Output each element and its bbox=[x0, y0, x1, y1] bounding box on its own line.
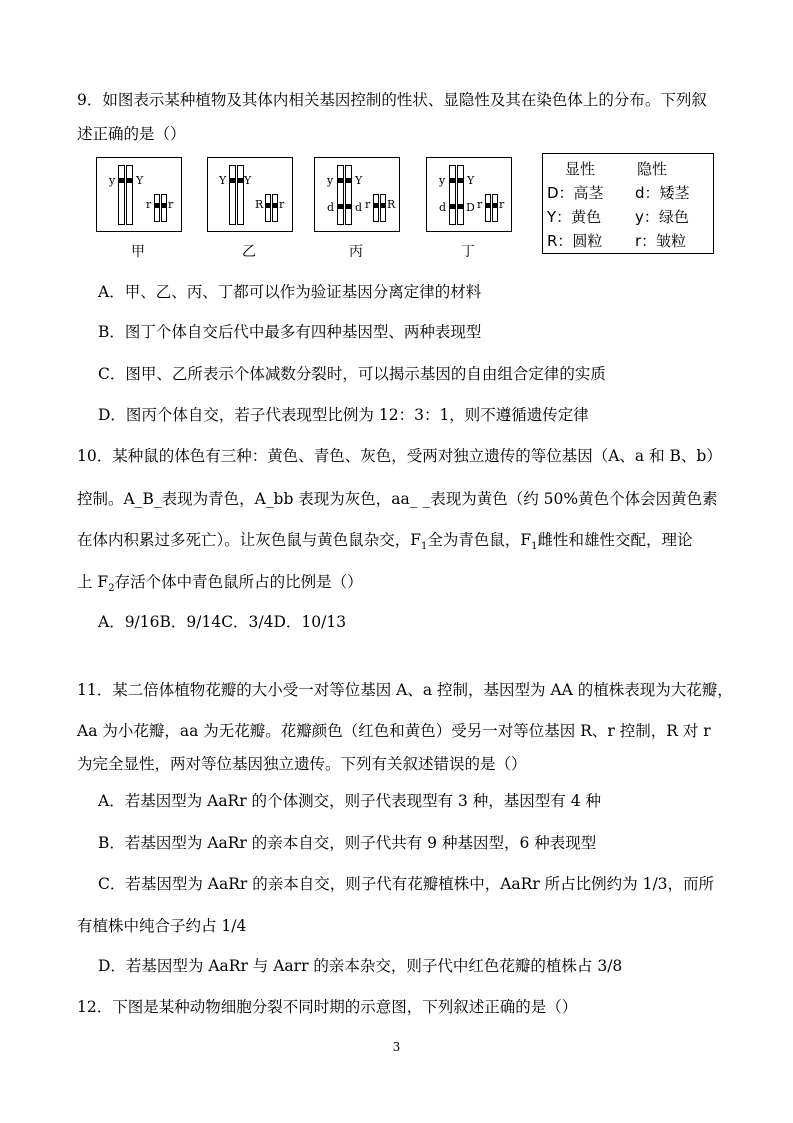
q9-figure bbox=[96, 157, 716, 260]
subscript: 1 bbox=[421, 541, 428, 553]
q11-option-b: B．若基因型为 AaRr 的亲本自交，则子代共有 9 种基因型，6 种表现型 bbox=[98, 834, 597, 852]
chromosome bbox=[272, 194, 278, 222]
gene-label: r bbox=[365, 198, 371, 211]
gene-label: d bbox=[327, 201, 335, 214]
chromosome bbox=[237, 165, 244, 225]
gene-label: y bbox=[327, 174, 334, 187]
chromosome bbox=[229, 165, 236, 225]
figure-caption: 甲 bbox=[131, 244, 145, 260]
gene-label: r bbox=[168, 198, 174, 211]
gene-label: r bbox=[499, 198, 505, 211]
gene-label: d bbox=[439, 201, 447, 214]
legend-dominant-item: Y：黄色 bbox=[547, 208, 602, 226]
chromosome bbox=[154, 194, 160, 222]
chromosome bbox=[373, 194, 379, 222]
chromosome bbox=[380, 194, 386, 222]
legend-recessive-item: d：矮茎 bbox=[635, 184, 690, 202]
figure-yi bbox=[207, 157, 293, 232]
page-number: 3 bbox=[392, 1040, 401, 1054]
chromosome bbox=[485, 194, 491, 222]
figure-caption: 乙 bbox=[242, 244, 256, 260]
q11-option-d: D．若基因型为 AaRr 与 Aarr 的亲本杂交，则子代中红色花瓣的植株占 3/8 bbox=[98, 957, 623, 975]
subscript: 2 bbox=[108, 583, 115, 595]
gene-label: r bbox=[477, 198, 483, 211]
chromosome bbox=[449, 165, 456, 225]
chromosome bbox=[161, 194, 167, 222]
q9-option-c: C．图甲、乙所表示个体减数分裂时，可以揭示基因的自由组合定律的实质 bbox=[98, 365, 606, 383]
gene-label: Y bbox=[136, 174, 144, 187]
q11-stem-line1: 11．某二倍体植物花瓣的大小受一对等位基因 A、a 控制，基因型为 AA 的植株表现为大花瓣， bbox=[77, 681, 733, 699]
q11-stem-line3: 为完全显性，两对等位基因独立遗传。下列有关叙述错误的是（） bbox=[77, 755, 527, 773]
gene-label: D bbox=[466, 201, 475, 214]
q9-stem-line1: 9．如图表示某种植物及其体内相关基因控制的性状、显隐性及其在染色体上的分布。下列叙 bbox=[77, 91, 707, 109]
trait-legend bbox=[542, 153, 714, 254]
legend-header-dominant: 显性 bbox=[565, 160, 596, 178]
text-segment: 存活个体中青色鼠所占的比例是（） bbox=[114, 573, 363, 591]
gene-label: Y bbox=[219, 174, 227, 187]
q9-stem-line2: 述正确的是（） bbox=[77, 125, 186, 143]
gene-label: R bbox=[255, 198, 264, 211]
text-segment: 在体内积累过多死亡）。让灰色鼠与黄色鼠杂交，F bbox=[77, 531, 422, 549]
q11-option-c-line1: C．若基因型为 AaRr 的亲本自交，则子代有花瓣植株中，AaRr 所占比例约为 1/3，而所 bbox=[98, 875, 715, 893]
gene-label: Y bbox=[355, 174, 363, 187]
q10-stem-line1: 10．某种鼠的体色有三种：黄色、青色、灰色，受两对独立遗传的等位基因（A、a 和 B、b） bbox=[77, 447, 722, 465]
q12-stem-line1: 12．下图是某种动物细胞分裂不同时期的示意图，下列叙述正确的是（） bbox=[77, 998, 578, 1016]
chromosome bbox=[492, 194, 498, 222]
gene-label: R bbox=[387, 198, 396, 211]
figure-jia bbox=[96, 157, 182, 232]
q10-stem-line3 bbox=[77, 530, 693, 557]
figure-ding bbox=[426, 157, 512, 232]
q11-option-c-line2: 有植株中纯合子约占 1/4 bbox=[77, 917, 247, 935]
text-segment: 上 F bbox=[77, 573, 109, 591]
q10-stem-line4 bbox=[77, 572, 363, 599]
chromosome bbox=[337, 165, 344, 225]
text-segment: 雌性和雄性交配，理论 bbox=[537, 531, 693, 549]
q10-stem-line2: 控制。A_B_表现为青色，A_bb 表现为灰色，aa_ _表现为黄色（约 50%黄色个体会因黄色素 bbox=[77, 490, 718, 508]
figure-caption: 丁 bbox=[461, 244, 475, 260]
figure-caption: 丙 bbox=[349, 244, 363, 260]
legend-header-recessive: 隐性 bbox=[637, 160, 668, 178]
q9-option-b: B．图丁个体自交后代中最多有四种基因型、两种表现型 bbox=[98, 323, 482, 341]
q9-option-a: A．甲、乙、丙、丁都可以作为验证基因分离定律的材料 bbox=[98, 283, 482, 301]
gene-label: Y bbox=[244, 174, 252, 187]
q9-option-d: D．图丙个体自交，若子代表现型比例为 12：3：1，则不遵循遗传定律 bbox=[98, 406, 589, 424]
gene-label: r bbox=[146, 198, 152, 211]
gene-label: y bbox=[439, 174, 446, 187]
gene-label: y bbox=[109, 174, 116, 187]
legend-recessive-item: y：绿色 bbox=[635, 208, 689, 226]
q11-stem-line2: Aa 为小花瓣，aa 为无花瓣。花瓣颜色（红色和黄色）受另一对等位基因 R、r 控制，R 对 r bbox=[77, 722, 711, 740]
gene-label: d bbox=[355, 201, 363, 214]
chromosome bbox=[126, 165, 133, 225]
gene-label: Y bbox=[467, 174, 475, 187]
legend-dominant-item: D：高茎 bbox=[547, 184, 604, 202]
figure-bing bbox=[314, 157, 400, 232]
legend-dominant-item: R：圆粒 bbox=[547, 232, 603, 250]
chromosome bbox=[118, 165, 125, 225]
chromosome bbox=[345, 165, 352, 225]
legend-recessive-item: r：皱粒 bbox=[635, 232, 687, 250]
chromosome bbox=[457, 165, 464, 225]
subscript: 1 bbox=[531, 541, 538, 553]
q11-option-a: A．若基因型为 AaRr 的个体测交，则子代表现型有 3 种，基因型有 4 种 bbox=[98, 792, 601, 810]
q10-options: A．9/16B．9/14C．3/4D．10/13 bbox=[98, 613, 347, 631]
chromosome bbox=[265, 194, 271, 222]
gene-label: r bbox=[279, 198, 285, 211]
text-segment: 全为青色鼠，F bbox=[427, 531, 532, 549]
